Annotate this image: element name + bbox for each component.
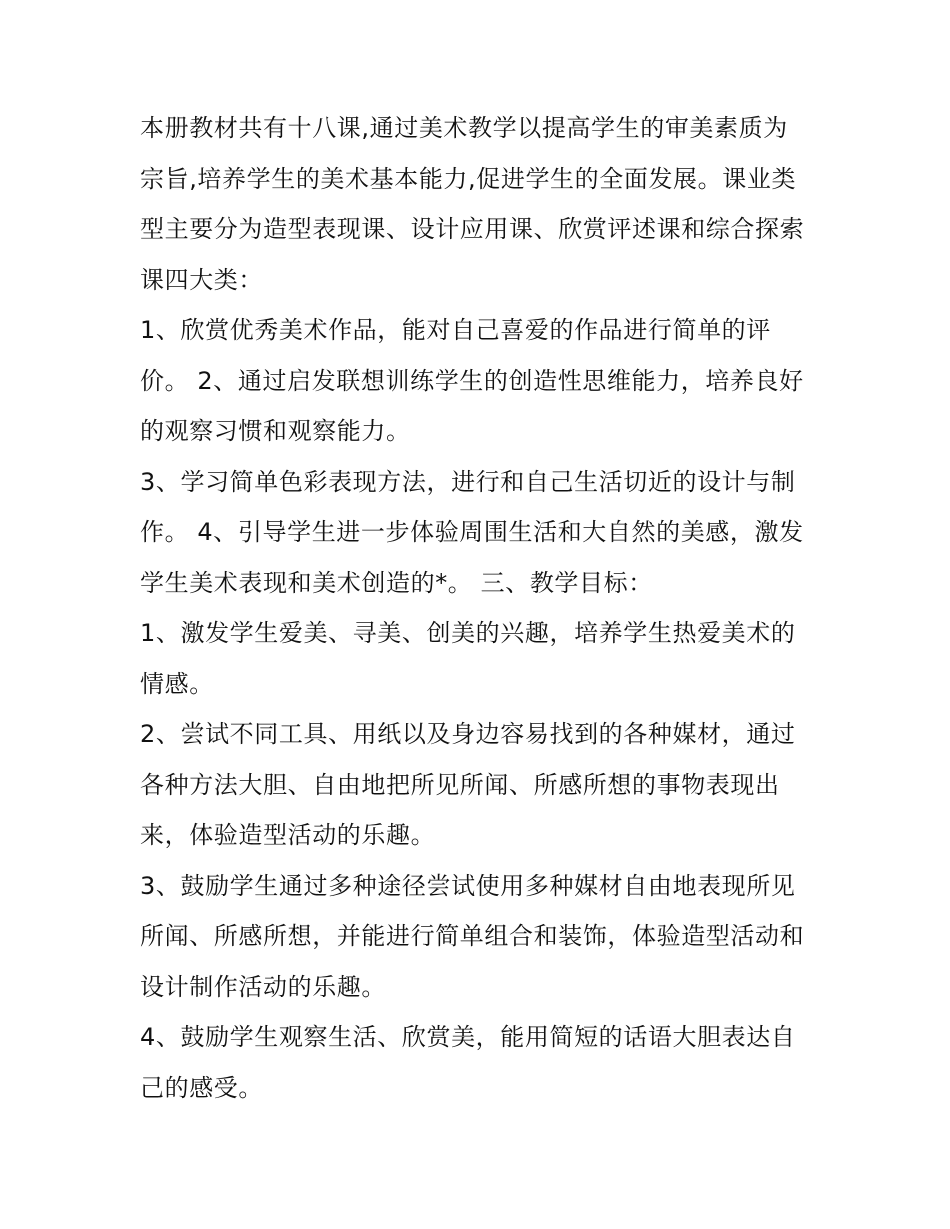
text-line: 4、鼓励学生观察生活、欣赏美，能用简短的话语大胆表达自 (140, 1023, 796, 1051)
text-line: 2、尝试不同工具、用纸以及身边容易找到的各种媒材，通过 (140, 720, 796, 748)
text-line: 3、鼓励学生通过多种途径尝试使用多种媒材自由地表现所见 (140, 871, 796, 900)
text-line: 作。 4、引导学生进一步体验周围生活和大自然的美感，激发 (140, 518, 804, 546)
text-line: 己的感受。 (140, 1073, 263, 1102)
text-line: 1、欣赏优秀美术作品，能对自己喜爱的作品进行简单的评 (140, 316, 771, 344)
text-line: 本册教材共有十八课,通过美术教学以提高学生的审美素质为 (140, 114, 788, 142)
text-line: 课四大类： (140, 265, 263, 294)
text-line: 情感。 (140, 669, 214, 698)
text-line: 所闻、所感所想，并能进行简单组合和装饰，体验造型活动和 (140, 922, 805, 950)
text-line: 的观察习惯和观察能力。 (140, 417, 411, 445)
text-line: 1、激发学生爱美、寻美、创美的兴趣，培养学生热爱美术的 (140, 619, 796, 647)
text-line: 宗旨,培养学生的美术基本能力,促进学生的全面发展。课业类 (140, 164, 797, 193)
text-line: 型主要分为造型表现课、设计应用课、欣赏评述课和综合探索 (140, 215, 805, 243)
text-line: 各种方法大胆、自由地把所见所闻、所感所想的事物表现出 (140, 770, 780, 799)
text-line: 来，体验造型活动的乐趣。 (140, 821, 436, 849)
text-line: 设计制作活动的乐趣。 (140, 972, 386, 1001)
document-body (140, 103, 820, 1113)
text-line: 价。 2、通过启发联想训练学生的创造性思维能力，培养良好 (140, 366, 804, 395)
text-line: 学生美术表现和美术创造的*。 三、教学目标： (140, 568, 653, 597)
text-line: 3、学习简单色彩表现方法，进行和自己生活切近的设计与制 (140, 467, 796, 496)
